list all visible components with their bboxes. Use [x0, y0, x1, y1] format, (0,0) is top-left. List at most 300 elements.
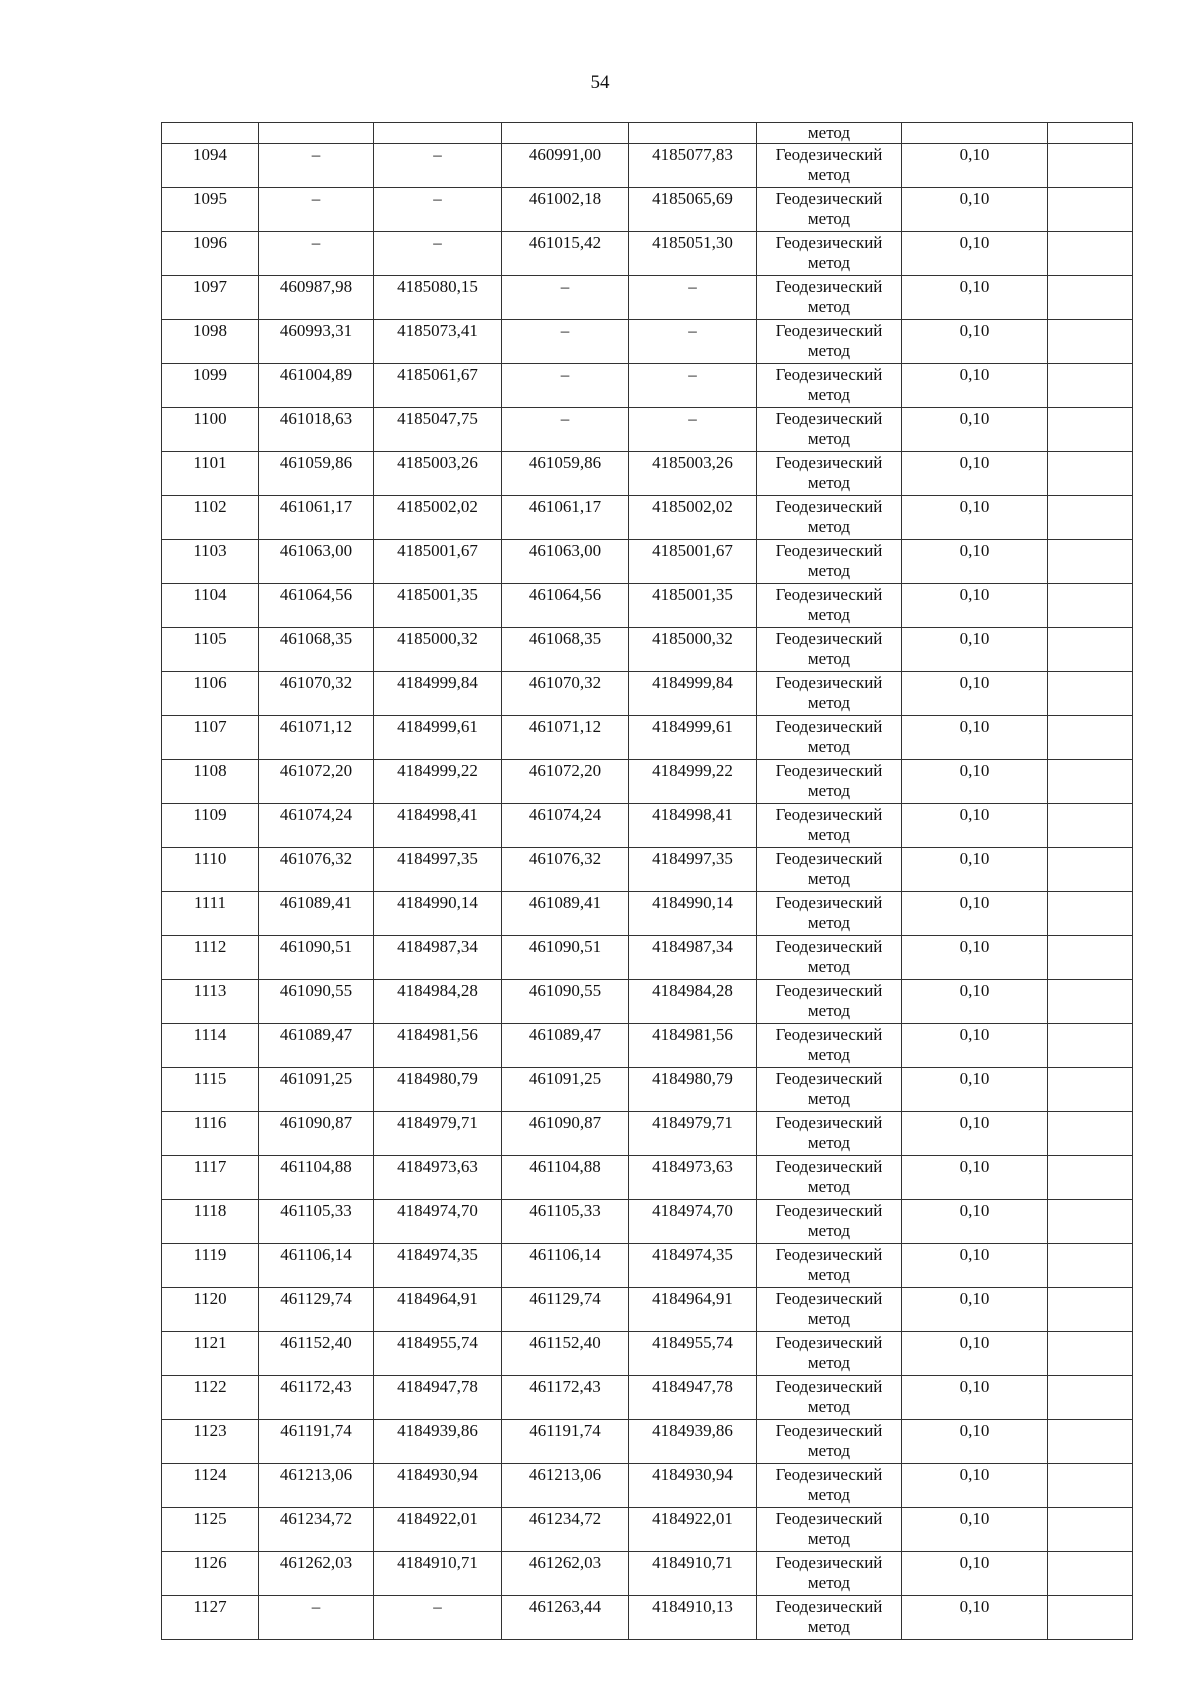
cell-y-new: 4184974,35 [629, 1244, 757, 1288]
table-row [162, 1288, 1133, 1332]
cell-x-existing: 461106,14 [259, 1244, 374, 1288]
method-line-2: метод [807, 165, 851, 184]
page-number: 54 [590, 72, 610, 93]
table-row-continued [162, 123, 1133, 144]
cell-point-number: 1120 [162, 1288, 259, 1332]
cell-y-existing: 4184980,79 [374, 1068, 502, 1112]
cell-empty [1048, 1288, 1133, 1332]
cell-empty [1048, 804, 1133, 848]
method-line-1: Геодезический [775, 233, 883, 252]
method-line-1: Геодезический [775, 1289, 883, 1308]
cell-y-new: 4184955,74 [629, 1332, 757, 1376]
cell-x-existing: 461262,03 [259, 1552, 374, 1596]
cell-point-number: 1122 [162, 1376, 259, 1420]
method-line-2: метод [807, 1441, 851, 1460]
method-line-1: Геодезический [775, 849, 883, 868]
cell-x-new: 461059,86 [502, 452, 629, 496]
cell-x-new: 461191,74 [502, 1420, 629, 1464]
cell-accuracy: 0,10 [902, 936, 1048, 980]
cell-y-new: 4184987,34 [629, 936, 757, 980]
cell-x-existing: 461018,63 [259, 408, 374, 452]
cell-x-existing: 461191,74 [259, 1420, 374, 1464]
table-row [162, 496, 1133, 540]
cell-x-new: 461076,32 [502, 848, 629, 892]
cell-y-new: 4184964,91 [629, 1288, 757, 1332]
cell-x-new: 461105,33 [502, 1200, 629, 1244]
table-row [162, 760, 1133, 804]
table-row [162, 1420, 1133, 1464]
cell-empty [1048, 188, 1133, 232]
cell-method [757, 1244, 902, 1288]
method-line-1: Геодезический [775, 1509, 883, 1528]
cell-method [757, 804, 902, 848]
cell-y-new: 4185051,30 [629, 232, 757, 276]
cell-y-new: 4184979,71 [629, 1112, 757, 1156]
cell-x-new: 461104,88 [502, 1156, 629, 1200]
cell-x-existing: 461129,74 [259, 1288, 374, 1332]
cell-accuracy: 0,10 [902, 232, 1048, 276]
cell-method [757, 496, 902, 540]
cell-point-number: 1126 [162, 1552, 259, 1596]
cell-accuracy: 0,10 [902, 364, 1048, 408]
cell-empty [1048, 1200, 1133, 1244]
method-line-2: метод [807, 1485, 851, 1504]
cell-empty [1048, 408, 1133, 452]
cell-point-number: 1094 [162, 144, 259, 188]
cell-x-new: 461090,55 [502, 980, 629, 1024]
table-row [162, 1596, 1133, 1640]
cell-y-existing: 4185080,15 [374, 276, 502, 320]
cell-method [757, 1420, 902, 1464]
method-line-2: метод [807, 1001, 851, 1020]
cell-point-number: 1098 [162, 320, 259, 364]
method-line-1: Геодезический [775, 1597, 883, 1616]
cell-empty [1048, 936, 1133, 980]
cell-empty [1048, 1112, 1133, 1156]
cell-method [757, 980, 902, 1024]
table-row [162, 1112, 1133, 1156]
cell-method [757, 672, 902, 716]
cell-x-new: 461263,44 [502, 1596, 629, 1640]
cell-x-existing: 461234,72 [259, 1508, 374, 1552]
table-row [162, 1332, 1133, 1376]
method-line-2: метод [807, 869, 851, 888]
cell-empty [1048, 716, 1133, 760]
cell-x-existing: 461061,17 [259, 496, 374, 540]
method-line-1: Геодезический [775, 673, 883, 692]
cell-method [757, 760, 902, 804]
cell-x-new: 461071,12 [502, 716, 629, 760]
cell-accuracy: 0,10 [902, 1288, 1048, 1332]
cell-point-number: 1101 [162, 452, 259, 496]
cell-y-new: 4184922,01 [629, 1508, 757, 1552]
cell-empty [1048, 540, 1133, 584]
cell-method [757, 1288, 902, 1332]
cell-x-existing: 461091,25 [259, 1068, 374, 1112]
cell-empty [1048, 1068, 1133, 1112]
cell-point-number: 1109 [162, 804, 259, 848]
cell-x-existing: 461072,20 [259, 760, 374, 804]
cell-y-new: 4184998,41 [629, 804, 757, 848]
cell-point-number: 1121 [162, 1332, 259, 1376]
cell-empty [1048, 320, 1133, 364]
cell-accuracy: 0,10 [902, 980, 1048, 1024]
cell-method [757, 584, 902, 628]
cell-x-existing: – [259, 188, 374, 232]
cell-y-existing: 4184974,35 [374, 1244, 502, 1288]
method-line-1: Геодезический [775, 981, 883, 1000]
cell-empty [1048, 232, 1133, 276]
method-line-2: метод [807, 429, 851, 448]
cell-x-existing: – [259, 1596, 374, 1640]
cell-y-new: – [629, 320, 757, 364]
cell-empty [1048, 1244, 1133, 1288]
method-line-2: метод [807, 1397, 851, 1416]
coordinates-table [161, 122, 1133, 1640]
method-line-2: метод [807, 1573, 851, 1592]
cell-x-new: – [502, 276, 629, 320]
cell-y-existing: 4185001,67 [374, 540, 502, 584]
cell-empty [1048, 1332, 1133, 1376]
table-row [162, 1200, 1133, 1244]
cell-accuracy: 0,10 [902, 892, 1048, 936]
cell-x-new: 461070,32 [502, 672, 629, 716]
cell-x-existing: 461064,56 [259, 584, 374, 628]
cell-accuracy: 0,10 [902, 1244, 1048, 1288]
cell-y-existing: 4185061,67 [374, 364, 502, 408]
cell-x-existing: 461104,88 [259, 1156, 374, 1200]
table-row [162, 936, 1133, 980]
table-row [162, 452, 1133, 496]
cell-y-new: 4184939,86 [629, 1420, 757, 1464]
method-line-1: Геодезический [775, 937, 883, 956]
method-line-1: Геодезический [775, 1553, 883, 1572]
cell-x-new: 461090,51 [502, 936, 629, 980]
cell-point-number: 1114 [162, 1024, 259, 1068]
cell-point-number: 1105 [162, 628, 259, 672]
cell-x-existing: 461004,89 [259, 364, 374, 408]
cell-x-existing: 461172,43 [259, 1376, 374, 1420]
cell-point-number: 1108 [162, 760, 259, 804]
cell-y-new: 4184930,94 [629, 1464, 757, 1508]
method-line-1: Геодезический [775, 189, 883, 208]
cell-x-existing: 461076,32 [259, 848, 374, 892]
method-line-1: Геодезический [775, 409, 883, 428]
cell-y-existing: 4184910,71 [374, 1552, 502, 1596]
method-line-2: метод [807, 781, 851, 800]
cell-x-existing: 461074,24 [259, 804, 374, 848]
table-row [162, 1508, 1133, 1552]
cell-method [757, 1596, 902, 1640]
cell-accuracy: 0,10 [902, 1464, 1048, 1508]
cell-y-existing: – [374, 232, 502, 276]
cell-accuracy: 0,10 [902, 760, 1048, 804]
cell-y-existing: 4184998,41 [374, 804, 502, 848]
cell-empty [1048, 452, 1133, 496]
cell-method [757, 1332, 902, 1376]
method-line-2: метод [807, 825, 851, 844]
cell-x-new: 461068,35 [502, 628, 629, 672]
method-line-1: Геодезический [775, 453, 883, 472]
cell-y-new: 4184981,56 [629, 1024, 757, 1068]
table-row [162, 1376, 1133, 1420]
cell-empty [1048, 892, 1133, 936]
cell-point-number: 1110 [162, 848, 259, 892]
cell-x-existing: 461059,86 [259, 452, 374, 496]
cell-point-number: 1119 [162, 1244, 259, 1288]
cell-x-existing: 460993,31 [259, 320, 374, 364]
cell-method [757, 408, 902, 452]
cell-y-new: – [629, 364, 757, 408]
cell-method [757, 276, 902, 320]
cell-y-new: 4184910,71 [629, 1552, 757, 1596]
method-line-1: Геодезический [775, 629, 883, 648]
cell-y-new: 4185077,83 [629, 144, 757, 188]
cell-point-number: 1124 [162, 1464, 259, 1508]
cell-empty [1048, 276, 1133, 320]
cell-accuracy: 0,10 [902, 628, 1048, 672]
cell-method [757, 320, 902, 364]
cell-accuracy: 0,10 [902, 452, 1048, 496]
cell-accuracy: 0,10 [902, 540, 1048, 584]
cell-y-existing: 4185002,02 [374, 496, 502, 540]
cell-empty [1048, 628, 1133, 672]
cell-empty [1048, 1508, 1133, 1552]
cell-x-new: 461106,14 [502, 1244, 629, 1288]
cell-point-number: 1095 [162, 188, 259, 232]
cell-method [757, 452, 902, 496]
cell-x-new: 461074,24 [502, 804, 629, 848]
cell-accuracy: 0,10 [902, 584, 1048, 628]
cell-x-existing: 461213,06 [259, 1464, 374, 1508]
cell-empty [162, 123, 259, 144]
table-row [162, 1552, 1133, 1596]
method-line-2: метод [807, 341, 851, 360]
method-line-2: метод [807, 561, 851, 580]
cell-y-existing: 4184981,56 [374, 1024, 502, 1068]
cell-empty [1048, 1024, 1133, 1068]
cell-x-existing: 461152,40 [259, 1332, 374, 1376]
cell-y-new: 4184984,28 [629, 980, 757, 1024]
cell-y-new: 4184997,35 [629, 848, 757, 892]
cell-method [757, 716, 902, 760]
method-line-1: Геодезический [775, 717, 883, 736]
cell-y-new: 4185002,02 [629, 496, 757, 540]
cell-x-new: 461015,42 [502, 232, 629, 276]
table-row [162, 848, 1133, 892]
method-line-1: Геодезический [775, 277, 883, 296]
cell-accuracy: 0,10 [902, 1596, 1048, 1640]
cell-empty [1048, 1464, 1133, 1508]
cell-x-existing: 461089,47 [259, 1024, 374, 1068]
cell-y-new: – [629, 276, 757, 320]
cell-x-existing: 461068,35 [259, 628, 374, 672]
cell-method [757, 892, 902, 936]
cell-empty [1048, 980, 1133, 1024]
cell-y-existing: 4184947,78 [374, 1376, 502, 1420]
cell-x-new: 461091,25 [502, 1068, 629, 1112]
table-row [162, 364, 1133, 408]
cell-y-existing: 4184999,61 [374, 716, 502, 760]
cell-method [757, 1508, 902, 1552]
cell-y-existing: – [374, 1596, 502, 1640]
cell-x-existing: 461089,41 [259, 892, 374, 936]
cell-method [757, 364, 902, 408]
cell-accuracy: 0,10 [902, 804, 1048, 848]
cell-method [757, 144, 902, 188]
cell-empty [902, 123, 1048, 144]
method-line-2: метод [807, 1089, 851, 1108]
cell-accuracy: 0,10 [902, 1376, 1048, 1420]
cell-point-number: 1115 [162, 1068, 259, 1112]
cell-method [757, 936, 902, 980]
cell-y-new: 4184990,14 [629, 892, 757, 936]
method-line-1: Геодезический [775, 1465, 883, 1484]
cell-x-new: 461064,56 [502, 584, 629, 628]
method-line-2: метод [807, 605, 851, 624]
cell-x-existing: 461090,51 [259, 936, 374, 980]
table-row [162, 804, 1133, 848]
cell-accuracy: 0,10 [902, 496, 1048, 540]
cell-method [757, 1376, 902, 1420]
cell-y-new: 4184999,22 [629, 760, 757, 804]
cell-y-new: 4185003,26 [629, 452, 757, 496]
cell-x-new: 461213,06 [502, 1464, 629, 1508]
cell-point-number: 1125 [162, 1508, 259, 1552]
table-row [162, 716, 1133, 760]
method-line-2: метод [807, 913, 851, 932]
cell-point-number: 1127 [162, 1596, 259, 1640]
cell-empty [502, 123, 629, 144]
method-line-1: Геодезический [775, 1333, 883, 1352]
cell-accuracy: 0,10 [902, 1200, 1048, 1244]
cell-y-new: 4184973,63 [629, 1156, 757, 1200]
method-line-2: метод [807, 1265, 851, 1284]
cell-y-existing: – [374, 144, 502, 188]
cell-accuracy: 0,10 [902, 320, 1048, 364]
cell-method [757, 1156, 902, 1200]
method-line-2: метод [807, 1133, 851, 1152]
cell-x-existing: 461105,33 [259, 1200, 374, 1244]
table-row [162, 188, 1133, 232]
cell-empty [1048, 496, 1133, 540]
table-row [162, 892, 1133, 936]
cell-method [757, 1200, 902, 1244]
cell-y-new: 4185000,32 [629, 628, 757, 672]
cell-accuracy: 0,10 [902, 408, 1048, 452]
cell-empty [1048, 672, 1133, 716]
table-body [162, 123, 1133, 1640]
cell-empty [629, 123, 757, 144]
table-row [162, 144, 1133, 188]
method-line-2: метод [807, 693, 851, 712]
cell-x-existing: – [259, 232, 374, 276]
cell-y-existing: 4184990,14 [374, 892, 502, 936]
method-line-2: метод [807, 385, 851, 404]
method-line-1: Геодезический [775, 1201, 883, 1220]
cell-x-new: 461090,87 [502, 1112, 629, 1156]
cell-point-number: 1111 [162, 892, 259, 936]
cell-x-new: – [502, 364, 629, 408]
method-line-2: метод [807, 649, 851, 668]
cell-x-new: 461089,41 [502, 892, 629, 936]
method-line-1: Геодезический [775, 761, 883, 780]
cell-point-number: 1117 [162, 1156, 259, 1200]
method-line-1: Геодезический [775, 1069, 883, 1088]
cell-accuracy: 0,10 [902, 1508, 1048, 1552]
cell-empty [374, 123, 502, 144]
cell-y-new: 4185065,69 [629, 188, 757, 232]
cell-x-new: 461002,18 [502, 188, 629, 232]
cell-y-new: 4185001,67 [629, 540, 757, 584]
method-line-2: метод [807, 1045, 851, 1064]
cell-accuracy: 0,10 [902, 1024, 1048, 1068]
cell-y-existing: 4184973,63 [374, 1156, 502, 1200]
cell-accuracy: 0,10 [902, 1068, 1048, 1112]
table-row [162, 672, 1133, 716]
cell-y-new: 4184910,13 [629, 1596, 757, 1640]
cell-point-number: 1113 [162, 980, 259, 1024]
cell-accuracy: 0,10 [902, 672, 1048, 716]
cell-method [757, 232, 902, 276]
cell-point-number: 1102 [162, 496, 259, 540]
cell-y-existing: 4184999,22 [374, 760, 502, 804]
method-line-2: метод [807, 517, 851, 536]
cell-empty [1048, 848, 1133, 892]
cell-y-new: 4184999,84 [629, 672, 757, 716]
cell-y-new: – [629, 408, 757, 452]
method-line-1: Геодезический [775, 497, 883, 516]
cell-x-existing: 461090,55 [259, 980, 374, 1024]
cell-empty [1048, 1596, 1133, 1640]
cell-x-new: 461234,72 [502, 1508, 629, 1552]
cell-point-number: 1112 [162, 936, 259, 980]
method-line-2: метод [807, 209, 851, 228]
table-row [162, 320, 1133, 364]
method-line-1: Геодезический [775, 321, 883, 340]
cell-x-new: 461172,43 [502, 1376, 629, 1420]
cell-y-existing: 4184987,34 [374, 936, 502, 980]
cell-x-new: 461152,40 [502, 1332, 629, 1376]
cell-y-existing: 4184984,28 [374, 980, 502, 1024]
table-row [162, 628, 1133, 672]
cell-x-existing: 461071,12 [259, 716, 374, 760]
cell-accuracy: 0,10 [902, 1112, 1048, 1156]
cell-x-existing: – [259, 144, 374, 188]
method-line-1: Геодезический [775, 585, 883, 604]
cell-point-number: 1104 [162, 584, 259, 628]
cell-y-existing: 4184939,86 [374, 1420, 502, 1464]
cell-point-number: 1116 [162, 1112, 259, 1156]
cell-point-number: 1107 [162, 716, 259, 760]
cell-x-new: 461089,47 [502, 1024, 629, 1068]
cell-y-existing: – [374, 188, 502, 232]
cell-x-new: – [502, 408, 629, 452]
cell-method-continued: метод [757, 123, 902, 144]
cell-empty [1048, 364, 1133, 408]
method-line-1: Геодезический [775, 1157, 883, 1176]
table-row [162, 276, 1133, 320]
table-row [162, 1156, 1133, 1200]
cell-y-new: 4185001,35 [629, 584, 757, 628]
method-line-2: метод [807, 253, 851, 272]
cell-y-existing: 4184930,94 [374, 1464, 502, 1508]
cell-method [757, 188, 902, 232]
cell-x-new: 461061,17 [502, 496, 629, 540]
method-line-1: Геодезический [775, 1113, 883, 1132]
method-line-2: метод [807, 1177, 851, 1196]
cell-x-new: 461262,03 [502, 1552, 629, 1596]
